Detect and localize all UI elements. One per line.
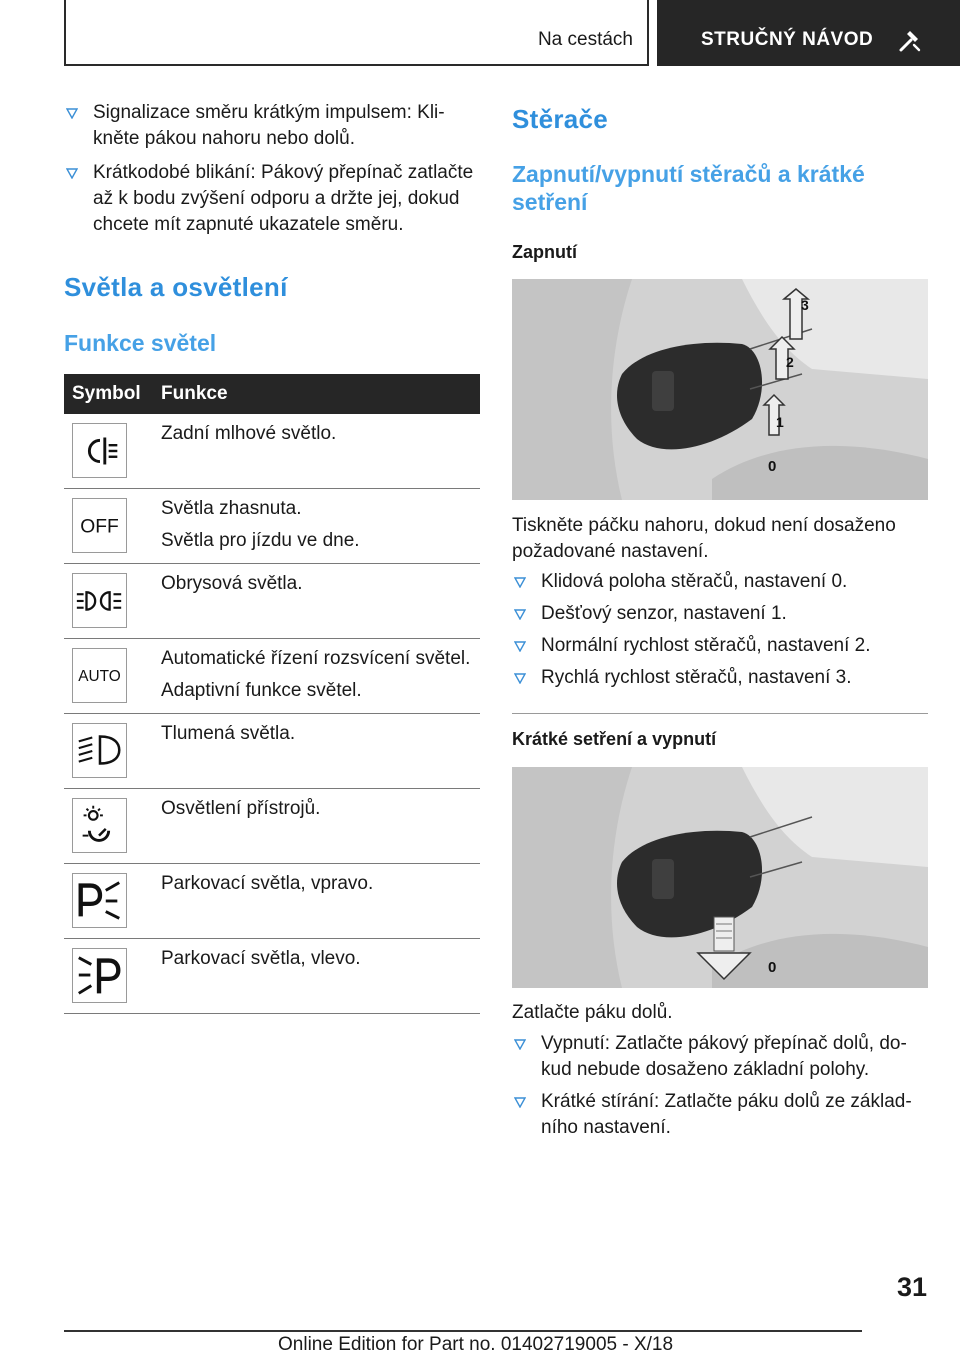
row-line: Parkovací světla, vlevo.	[161, 948, 361, 969]
row-line: Zadní mlhové světlo.	[161, 423, 337, 444]
row-line: Parkovací světla, vpravo.	[161, 873, 374, 894]
header-chapter-tab	[657, 0, 960, 66]
table-row	[64, 489, 480, 564]
position-label-1: 1	[776, 414, 784, 430]
light-functions-table	[64, 374, 480, 1014]
bullet-text: Rychlá rychlost stěračů, nastavení 3.	[541, 667, 852, 688]
wiper-stalk-down-illustration	[512, 767, 928, 988]
table-row	[64, 864, 480, 939]
row-text	[161, 797, 320, 821]
row-line: Automatické řízení rozsvícení světel.	[161, 648, 471, 669]
bullet-text: Krátké stírání: Zatlačte páku dolů ze základ-ního nastavení.	[541, 1091, 912, 1138]
section-heading-wipers: Stěrače	[512, 104, 609, 134]
parking-light-left-icon	[72, 948, 127, 1003]
list-item	[512, 633, 928, 659]
row-text	[161, 497, 360, 553]
column-header-symbol: Symbol	[72, 383, 141, 404]
left-column	[64, 100, 480, 356]
position-label-0: 0	[768, 458, 777, 475]
subheading-brief-wipe-off: Krátké setření a vypnutí	[512, 729, 717, 749]
table-row	[64, 789, 480, 864]
triangle-bullet-icon	[66, 168, 78, 179]
wiper-off-list	[512, 1031, 928, 1149]
subsection-heading-wiper-control: Zapnutí/vypnutí stěračů a krátké setření	[512, 161, 865, 215]
triangle-bullet-icon	[514, 1097, 526, 1108]
list-item	[512, 569, 928, 595]
triangle-bullet-icon	[514, 641, 526, 652]
table-row	[64, 939, 480, 1014]
svg-text:OFF: OFF	[80, 516, 119, 538]
list-item	[512, 1089, 928, 1141]
rear-fog-light-icon	[72, 423, 127, 478]
left-bullet-list	[64, 100, 480, 238]
row-line: Tlumená světla.	[161, 723, 296, 744]
list-item	[512, 601, 928, 627]
parking-light-right-icon	[72, 873, 127, 928]
bullet-text: Krátkodobé blikání: Pákový přepínač zatlačte až k bodu zvýšení odporu a držte jej, dokud chcete mít zapnuté ukazatele směru.	[93, 162, 474, 235]
subheading-switch-on: Zapnutí	[512, 242, 577, 262]
subsection-heading-light-functions: Funkce světel	[64, 330, 217, 356]
list-item	[512, 665, 928, 691]
section-divider	[512, 713, 928, 714]
triangle-bullet-icon	[514, 577, 526, 588]
table-header	[64, 374, 480, 414]
triangle-bullet-icon	[514, 609, 526, 620]
header-section-title: Na cestách	[537, 29, 633, 50]
column-header-function: Funkce	[161, 383, 228, 404]
table-row	[64, 714, 480, 789]
table-row	[64, 564, 480, 639]
bullet-text: Signalizace směru krátkým impulsem: Kli-kněte pákou nahoru nebo dolů.	[93, 102, 445, 149]
triangle-bullet-icon	[514, 1039, 526, 1050]
row-text	[161, 572, 303, 596]
triangle-bullet-icon	[514, 673, 526, 684]
side-lights-icon	[72, 573, 127, 628]
position-label-0: 0	[768, 959, 777, 976]
footer-edition: Online Edition for Part no. 01402719005 - X/18	[278, 1334, 674, 1355]
row-text	[161, 422, 336, 446]
wiper-on-instruction: Tiskněte páčku nahoru, dokud není dosaženo požadované nastavení.	[512, 515, 896, 562]
header-chapter-title: STRUČNÝ NÁVOD	[701, 29, 874, 50]
wiper-down-instruction: Zatlačte páku dolů.	[512, 1002, 673, 1023]
instrument-lighting-icon	[72, 798, 127, 853]
position-label-2: 2	[786, 354, 794, 370]
bullet-text: Vypnutí: Zatlačte pákový přepínač dolů, do-kud nebude dosaženo základní polohy.	[541, 1033, 907, 1080]
footer-rule	[64, 1330, 862, 1332]
position-label-3: 3	[801, 297, 809, 313]
list-item	[64, 160, 480, 238]
row-line: Adaptivní funkce světel.	[161, 680, 362, 701]
bullet-text: Klidová poloha stěračů, nastavení 0.	[541, 571, 848, 592]
row-line: Světla pro jízdu ve dne.	[161, 530, 360, 551]
row-line: Obrysová světla.	[161, 573, 303, 594]
wiper-settings-list	[512, 569, 928, 697]
bullet-text: Normální rychlost stěračů, nastavení 2.	[541, 635, 871, 656]
lights-off-icon	[72, 498, 127, 553]
table-row	[64, 639, 480, 714]
row-line: Osvětlení přístrojů.	[161, 798, 321, 819]
row-text	[161, 947, 361, 971]
list-item	[512, 1031, 928, 1083]
auto-lights-icon	[72, 648, 127, 703]
row-text	[161, 647, 470, 703]
wiper-stalk-up-illustration	[512, 279, 928, 500]
bullet-text: Dešťový senzor, nastavení 1.	[541, 603, 787, 624]
svg-text:AUTO: AUTO	[78, 667, 121, 685]
header-section-box	[64, 0, 649, 66]
triangle-bullet-icon	[66, 108, 78, 119]
row-line: Světla zhasnuta.	[161, 498, 302, 519]
page-number: 31	[896, 1272, 927, 1302]
row-text	[161, 872, 373, 896]
row-text	[161, 722, 295, 746]
wrench-hammer-icon	[897, 28, 921, 54]
list-item	[64, 100, 480, 152]
section-heading-lights: Světla a osvětlení	[64, 272, 288, 302]
low-beam-icon	[72, 723, 127, 778]
table-row	[64, 414, 480, 489]
